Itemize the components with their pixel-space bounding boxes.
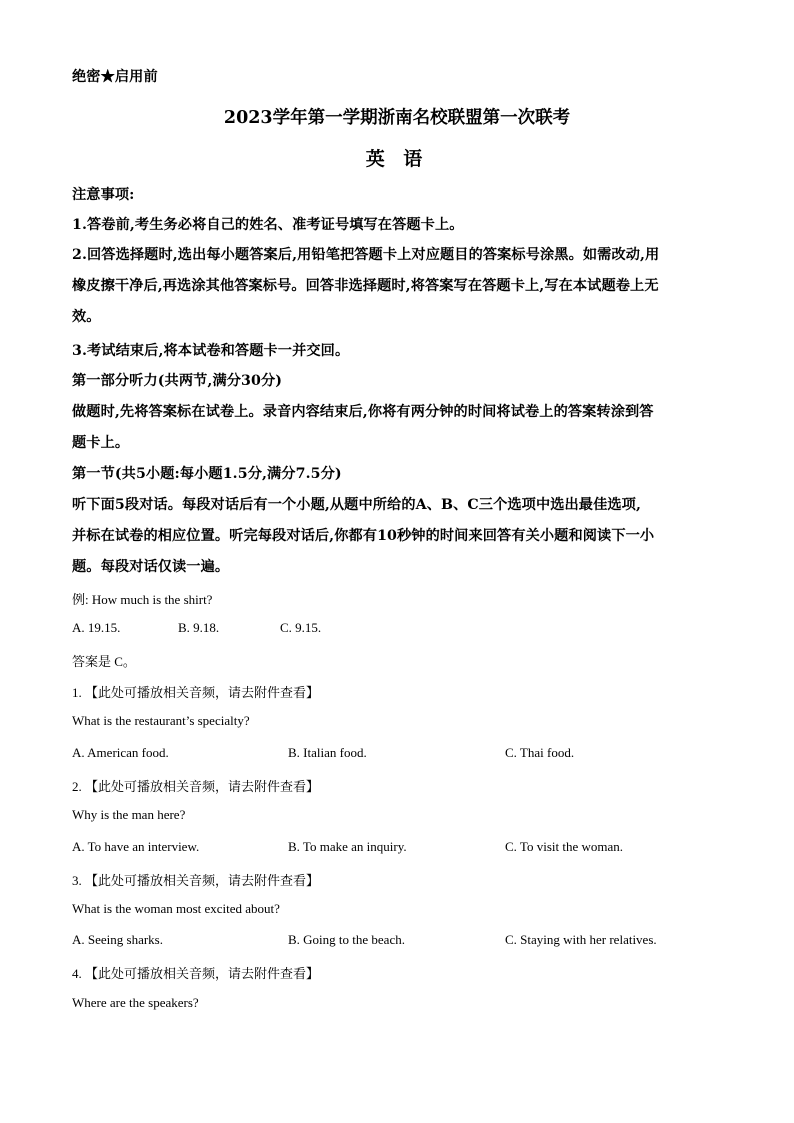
question-3-option-b: B. Going to the beach. <box>288 932 405 947</box>
notes-item-3: 3.考试结束后,将本试卷和答题卡一并交回。 <box>72 343 350 359</box>
question-3-text: What is the woman most excited about? <box>72 901 280 916</box>
example-option-c: C. 9.15. <box>280 620 322 635</box>
notes-item-2-line-3: 效。 <box>72 309 101 325</box>
part1-instruction-line-1: 做题时,先将答案标在试卷上。录音内容结束后,你将有两分钟的时间将试卷上的答案转涂到答 <box>72 404 654 420</box>
question-3-option-c: C. Staying with her relatives. <box>505 932 657 947</box>
question-4-label: 4. 【此处可播放相关音频，请去附件查看】 <box>72 966 320 981</box>
question-4-text: Where are the speakers? <box>72 995 199 1010</box>
question-1-option-b: B. Italian food. <box>288 745 367 760</box>
example-answer: 答案是 C。 <box>72 654 136 669</box>
section1-instruction-line-1: 听下面5段对话。每段对话后有一个小题,从题中所给的A、B、C三个选项中选出最佳选项, <box>72 497 641 513</box>
question-1-option-a: A. American food. <box>72 745 169 760</box>
question-3-option-a: A. Seeing sharks. <box>72 932 163 947</box>
example-option-b: B. 9.18. <box>178 620 220 635</box>
section1-instruction-line-2: 并标在试卷的相应位置。听完每段对话后,你都有10秒钟的时间来回答有关小题和阅读下一小 <box>72 528 655 544</box>
part1-heading: 第一部分听力(共两节,满分30分) <box>72 373 283 389</box>
exam-title: 2023学年第一学期浙南名校联盟第一次联考 <box>223 108 571 128</box>
notes-item-2-line-1: 2.回答选择题时,选出每小题答案后,用铅笔把答题卡上对应题目的答案标号涂黑。如需改动,用 <box>72 247 660 263</box>
section1-heading: 第一节(共5小题:每小题1.5分,满分7.5分) <box>72 466 342 482</box>
question-2-option-b: B. To make an inquiry. <box>288 839 407 854</box>
question-1-option-c: C. Thai food. <box>505 745 575 760</box>
question-2-text: Why is the man here? <box>72 807 186 822</box>
question-1-label: 1. 【此处可播放相关音频，请去附件查看】 <box>72 685 320 700</box>
example-option-a: A. 19.15. <box>72 620 121 635</box>
question-1-text: What is the restaurant’s specialty? <box>72 713 250 728</box>
question-3-label: 3. 【此处可播放相关音频，请去附件查看】 <box>72 873 320 888</box>
secret-label: 绝密★启用前 <box>72 69 158 85</box>
example-question: 例: How much is the shirt? <box>72 592 213 607</box>
question-2-label: 2. 【此处可播放相关音频，请去附件查看】 <box>72 779 320 794</box>
part1-instruction-line-2: 题卡上。 <box>72 435 130 451</box>
question-2-option-a: A. To have an interview. <box>72 839 200 854</box>
notes-item-1: 1.答卷前,考生务必将自己的姓名、准考证号填写在答题卡上。 <box>72 217 464 233</box>
notes-item-2-line-2: 橡皮擦干净后,再选涂其他答案标号。回答非选择题时,将答案写在答题卡上,写在本试题卷上无 <box>72 278 659 294</box>
notes-heading: 注意事项: <box>72 187 135 203</box>
question-2-option-c: C. To visit the woman. <box>505 839 624 854</box>
subject-title: 英 语 <box>365 148 429 170</box>
section1-instruction-line-3: 题。每段对话仅读一遍。 <box>72 559 230 575</box>
